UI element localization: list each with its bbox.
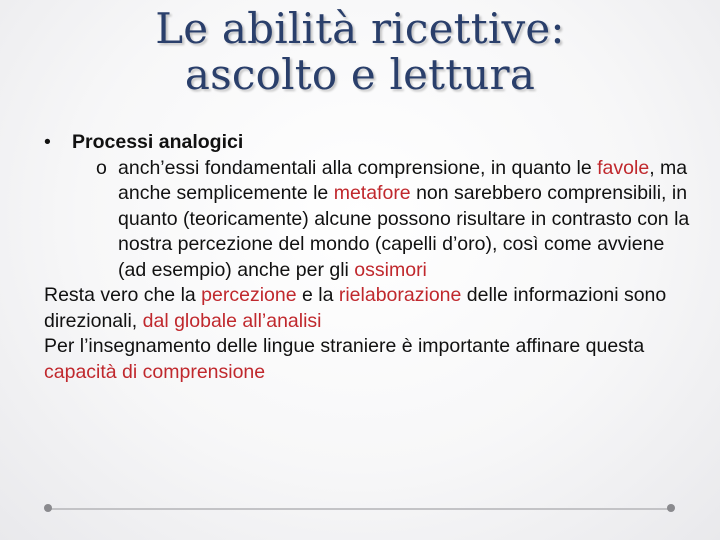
para1-text-3: delle informazioni sono direzionali, bbox=[44, 284, 667, 332]
footer-divider-line bbox=[50, 508, 670, 510]
highlight-metafore: metafore bbox=[333, 182, 411, 204]
sub-bullet-item bbox=[96, 156, 694, 284]
footer-left-dot bbox=[44, 504, 52, 512]
highlight-capacita-comprensione: capacità di comprensione bbox=[44, 360, 266, 383]
bullet-item bbox=[44, 130, 694, 156]
highlight-rielaborazione: rielaborazione bbox=[338, 284, 462, 306]
paragraph-insegnamento bbox=[44, 334, 694, 385]
footer-right-dot bbox=[667, 504, 675, 512]
sub-text-2: , ma anche semplicemente le bbox=[118, 156, 688, 204]
sub-text-1: anch’essi fondamentali alla comprensione, in quanto le bbox=[118, 156, 598, 179]
title-line-2: ascolto e lettura bbox=[184, 50, 536, 99]
para1-text-1: Resta vero che la bbox=[44, 284, 202, 306]
para1-text-2: e la bbox=[296, 284, 339, 306]
bullet-marker: • bbox=[44, 131, 51, 153]
bullet-heading: Processi analogici bbox=[72, 131, 244, 153]
highlight-ossimori: ossimori bbox=[354, 258, 427, 281]
sub-bullet-marker: o bbox=[96, 156, 107, 179]
highlight-percezione: percezione bbox=[201, 284, 297, 306]
highlight-favole: favole bbox=[597, 156, 650, 179]
para2-text-1: Per l’insegnamento delle lingue straniere è importante affinare questa bbox=[44, 335, 645, 357]
highlight-globale-analisi: dal globale all’analisi bbox=[142, 309, 322, 332]
slide-body bbox=[44, 130, 694, 385]
slide-title bbox=[60, 6, 660, 98]
title-line-1: Le abilità ricettive: bbox=[155, 4, 565, 53]
paragraph-percezione bbox=[44, 283, 694, 334]
sub-text-3: non sarebbero comprensibili, in quanto (teoricamente) alcune possono risultare in contrasto con la nostra percezione del mondo (capelli d’oro), così come avviene (ad esempio) anche per gli bbox=[118, 182, 690, 281]
